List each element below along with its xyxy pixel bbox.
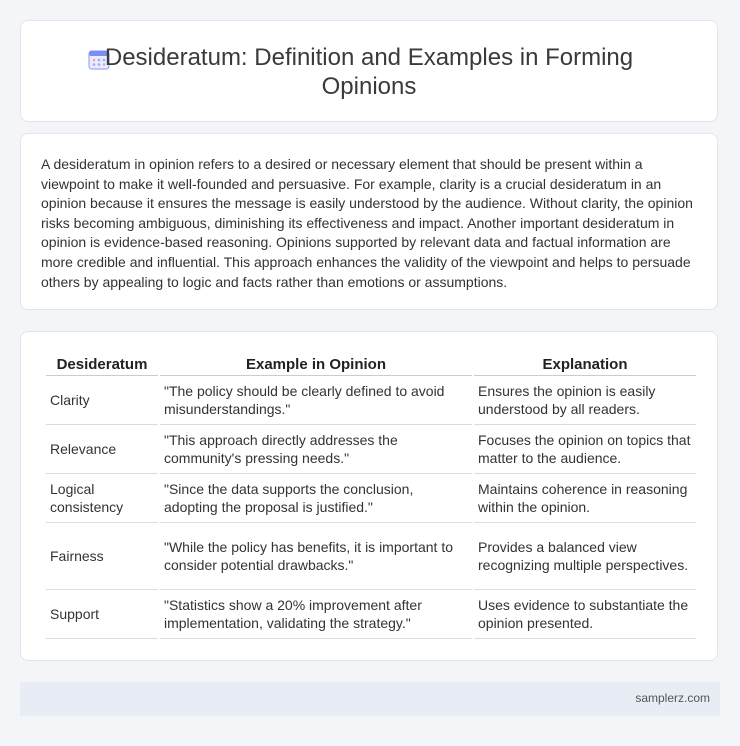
footer-bar — [20, 682, 720, 716]
table-cell-explanation: Provides a balanced view recognizing multiple perspectives. — [474, 523, 696, 590]
table-cell-desideratum: Clarity — [46, 376, 158, 425]
table-cell-example: "The policy should be clearly defined to avoid misunderstandings." — [160, 376, 472, 425]
intro-card — [20, 133, 718, 310]
table-cell-example: "Since the data supports the conclusion, adopting the proposal is justified." — [160, 474, 472, 523]
table-cell-desideratum: Fairness — [46, 523, 158, 590]
table-cell-explanation: Ensures the opinion is easily understood by all readers. — [474, 376, 696, 425]
footer-site-link[interactable]: samplerz.com — [635, 691, 710, 705]
table-row — [46, 523, 696, 590]
table-cell-desideratum: Support — [46, 590, 158, 639]
column-header-example: Example in Opinion — [160, 353, 472, 376]
table-row — [46, 376, 696, 425]
title-card — [20, 20, 718, 122]
column-header-desideratum: Desideratum — [46, 353, 158, 376]
desiderata-table — [44, 353, 698, 639]
table-header-row — [46, 353, 696, 376]
page-title-line-2: Opinions — [321, 73, 417, 100]
intro-paragraph: A desideratum in opinion refers to a desired or necessary element that should be present within a viewpoint to make it well-founded and persuasive. For example, clarity is a crucial desideratum in an opinion because it ensures the message is easily understood by the audience. Without clarity, the opinion risks becoming ambiguous, diminishing its effectiveness and impact. Another important desideratum in opinion is evidence-based reasoning. Opinions supported by relevant data and factual information are more credible and influential. This approach enhances the validity of the viewpoint and helps to persuade others by appealing to logic and facts rather than emotions or assumptions. — [41, 156, 693, 290]
table-cell-desideratum: Relevance — [46, 425, 158, 474]
column-header-explanation: Explanation — [474, 353, 696, 376]
table-cell-example: "Statistics show a 20% improvement after implementation, validating the strategy." — [160, 590, 472, 639]
table-row — [46, 425, 696, 474]
page-title — [21, 43, 717, 101]
table-cell-explanation: Uses evidence to substantiate the opinion presented. — [474, 590, 696, 639]
table-row — [46, 474, 696, 523]
table-row — [46, 590, 696, 639]
page-title-line-1: Desideratum: Definition and Examples in Forming — [104, 44, 634, 71]
table-cell-desideratum: Logical consistency — [46, 474, 158, 523]
table-cell-explanation: Focuses the opinion on topics that matter to the audience. — [474, 425, 696, 474]
table-card — [20, 331, 718, 661]
table-cell-example: "This approach directly addresses the community's pressing needs." — [160, 425, 472, 474]
table-cell-example: "While the policy has benefits, it is important to consider potential drawbacks." — [160, 523, 472, 590]
table-cell-explanation: Maintains coherence in reasoning within the opinion. — [474, 474, 696, 523]
